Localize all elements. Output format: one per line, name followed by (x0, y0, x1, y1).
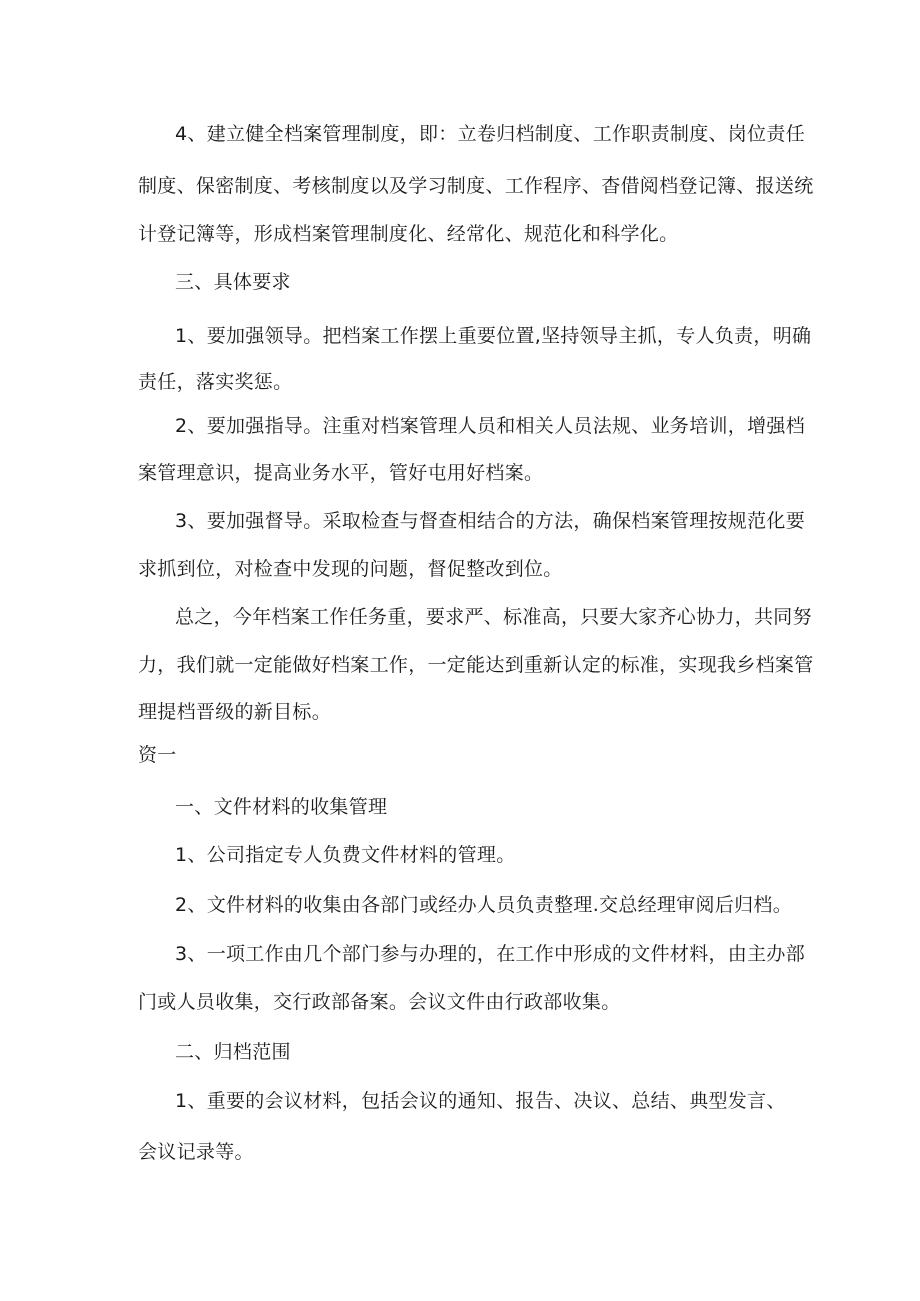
section-heading-requirements: 三、具体要求 (175, 271, 291, 293)
appendix-heading: 资一 (138, 744, 177, 766)
requirement-2-line-1: 2、要加强指导。注重对档案管理人员和相关人员法规、业务培训，增强档 (175, 415, 805, 437)
requirement-1-line-2: 责任，落实奖惩。 (138, 371, 293, 393)
section-heading-archive-scope: 二、归档范围 (175, 1041, 291, 1063)
paragraph-4-line-2: 制度、保密制度、考核制度以及学习制度、工作程序、杳借阅档登记簿、报送统 (138, 175, 814, 197)
paragraph-4-line-3: 计登记簿等，形成档案管理制度化、经常化、规范化和科学化。 (138, 223, 679, 245)
collection-item-2: 2、文件材料的收集由各部门或经办人员负责整理.交总经理审阅后归档。 (175, 894, 793, 916)
scope-item-1-line-2: 会议记录等。 (138, 1141, 254, 1163)
summary-line-3: 理提档晋级的新目标。 (138, 701, 332, 723)
section-heading-collection: 一、文件材料的收集管理 (175, 796, 388, 818)
paragraph-4-line-1: 4、建立健全档案管理制度，即：立卷归档制度、工作职责制度、岗位责任 (175, 123, 805, 145)
collection-item-3-line-2: 门或人员收集，交行政部备案。会议文件由行政部收集。 (138, 991, 621, 1013)
collection-item-3-line-1: 3、一项工作由几个部门参与办理的，在工作中形成的文件材料，由主办部 (175, 943, 805, 965)
summary-line-1: 总之，今年档案工作任务重，要求严、标准高，只要大家齐心协力，共同努 (175, 606, 812, 628)
requirement-2-line-2: 案管理意识，提高业务水平，管好屯用好档案。 (138, 462, 544, 484)
requirement-3-line-1: 3、要加强督导。采取检查与督查相结合的方法，确保档案管理按规范化要 (175, 510, 805, 532)
scope-item-1-line-1: 1、重要的会议材料，包括会议的通知、报告、决议、总结、典型发言、 (175, 1090, 786, 1112)
requirement-3-line-2: 求抓到位，对检查中发现的问题，督促整改到位。 (138, 558, 563, 580)
collection-item-1: 1、公司指定专人负费文件材料的管理。 (175, 844, 516, 866)
summary-line-2: 力，我们就一定能做好档案工作，一定能达到重新认定的标准，实现我乡档案管 (138, 654, 814, 676)
requirement-1-line-1: 1、要加强领导。把档案工作摆上重要位置,坚持领导主抓，专人负责，明确 (175, 325, 812, 347)
